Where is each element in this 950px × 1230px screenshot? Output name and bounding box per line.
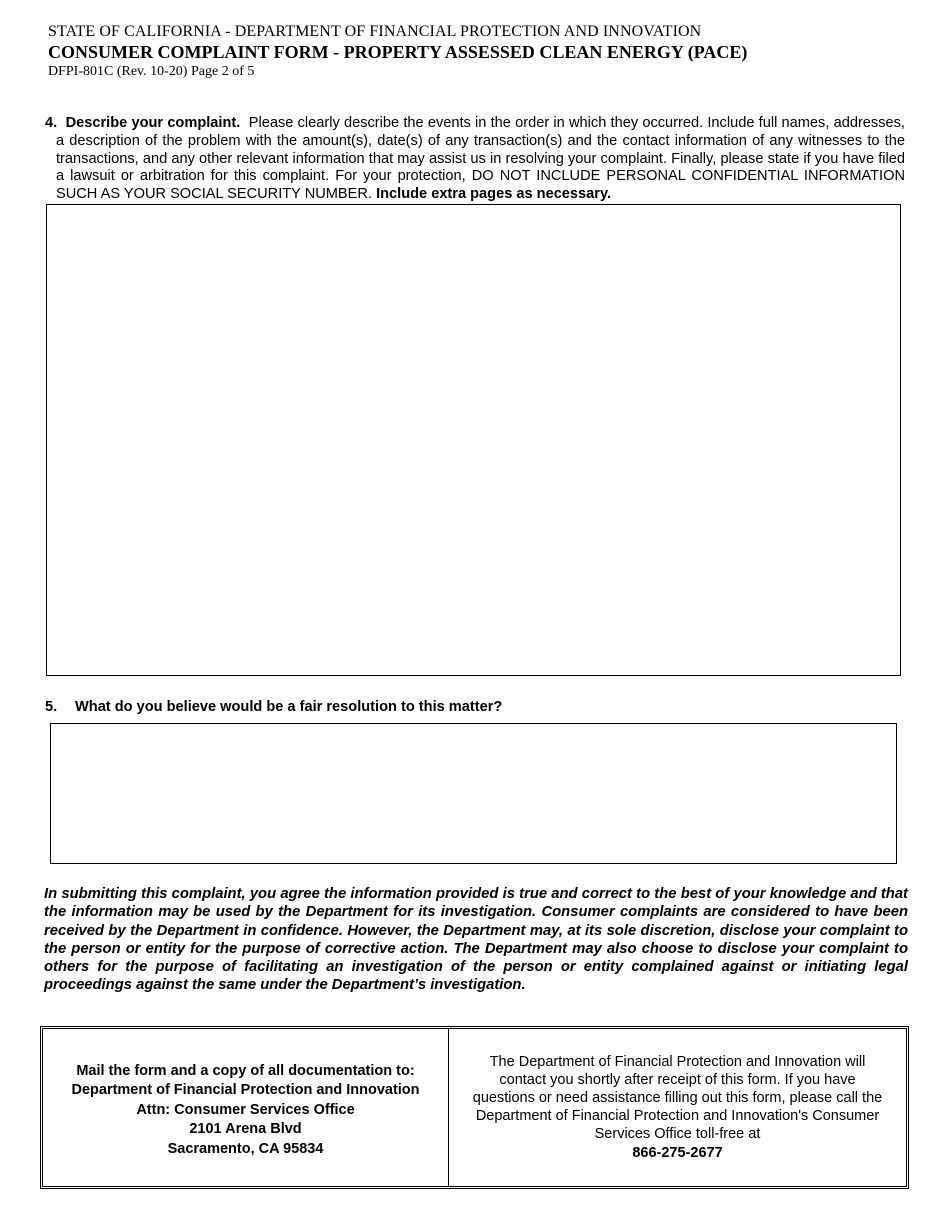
mailing-info-table [40,1026,909,1189]
question-4-extra-pages-note: Include extra pages as necessary. [376,186,612,203]
question-4-number: 4. [45,115,58,131]
mail-instruction: Mail the form and a copy of all documentation to: [76,1062,415,1079]
complaint-description-field[interactable] [46,204,901,676]
mail-department: Department of Financial Protection and Innovation [71,1082,420,1099]
question-4-instructions: Please clearly describe the events in the order in which they occurred. Include full names, addresses, a description of the problem with the amount(s), date(s) of any transaction(s) and the contact information of any witnesses to the transactions, and any other relevant information that may assist us in resolving your complaint. Finally, please state if you have filed a lawsuit or arbitration for this complaint. For your protection, DO NOT INCLUDE PERSONAL CONFIDENTIAL INFORMATION SUCH AS YOUR SOCIAL SECURITY NUMBER. [56,115,905,203]
contact-info-cell [449,1029,906,1186]
fair-resolution-field[interactable] [50,723,897,864]
toll-free-phone: 866-275-2677 [632,1145,723,1161]
mail-street: 2101 Arena Blvd [189,1121,302,1138]
mail-city-state-zip: Sacramento, CA 95834 [167,1140,324,1157]
question-5-text: What do you believe would be a fair resolution to this matter? [75,699,503,715]
question-5-prompt [45,699,502,715]
agency-name: STATE OF CALIFORNIA - DEPARTMENT OF FINANCIAL PROTECTION AND INNOVATION [48,23,702,40]
contact-text: The Department of Financial Protection and Innovation will contact you shortly after receipt of this form. If you have questions or need assistance filling out this form, please call the Department of Financial Protection and Innovation's Consumer Services Office toll-free at [472,1054,883,1142]
question-4-prompt [45,115,905,204]
form-title: CONSUMER COMPLAINT FORM - PROPERTY ASSESSED CLEAN ENERGY (PACE) [48,42,748,62]
form-number: DFPI-801C (Rev. 10-20) Page 2 of 5 [48,64,255,79]
question-4-lead: Describe your complaint. [65,115,241,131]
mailing-address-cell [43,1029,449,1186]
disclaimer-text: In submitting this complaint, you agree the information provided is true and correct to the best of your knowledge and that the information may be used by the Department for its investigation. Consumer complaints are considered to have been received by the Department in confidence. However, the Department may, at its sole discretion, disclose your complaint to the person or entity for the purpose of corrective action. The Department may also choose to disclose your complaint to others for the purpose of facilitating an investigation of the person or entity complained against or initiating legal proceedings against the same under the Department’s investigation. [44,886,908,994]
mail-attention: Attn: Consumer Services Office [136,1101,355,1118]
form-header [48,22,747,81]
question-5-number: 5. [45,699,58,715]
